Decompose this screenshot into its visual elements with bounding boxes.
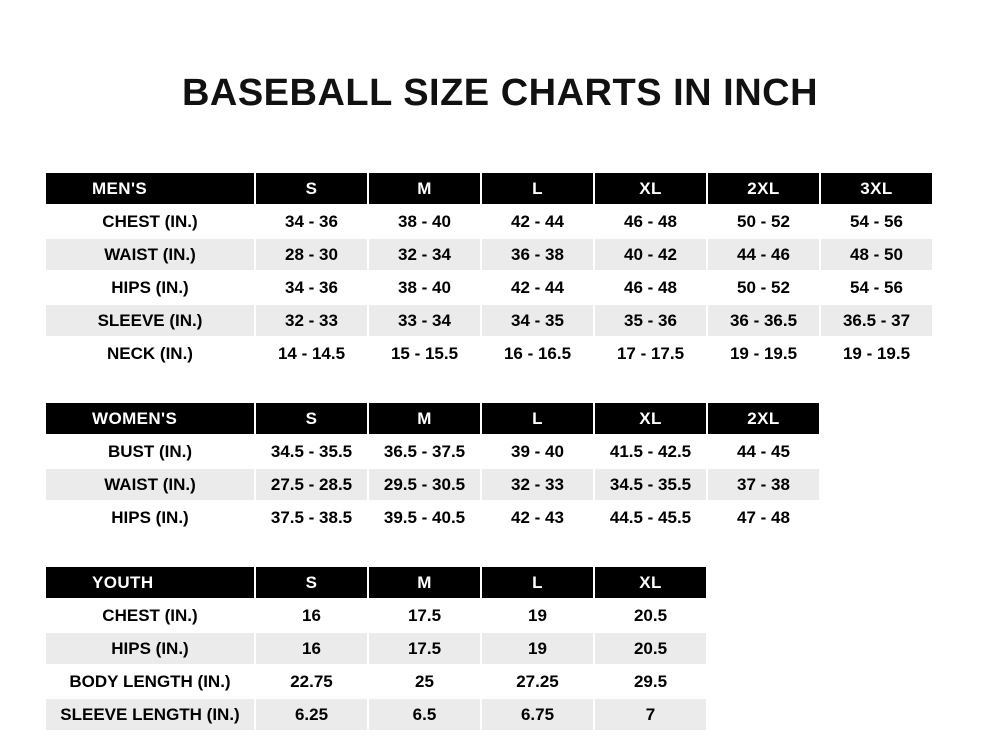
cell: 36 - 38	[481, 238, 594, 271]
womens-size-table	[44, 401, 821, 535]
youth-header-xl: XL	[594, 566, 707, 599]
cell: 50 - 52	[707, 271, 820, 304]
row-label: BODY LENGTH (IN.)	[45, 665, 255, 698]
cell: 42 - 44	[481, 205, 594, 238]
cell: 33 - 34	[368, 304, 481, 337]
cell: 14 - 14.5	[255, 337, 368, 370]
row-label: NECK (IN.)	[45, 337, 255, 370]
cell: 17 - 17.5	[594, 337, 707, 370]
cell: 34.5 - 35.5	[594, 468, 707, 501]
cell: 37 - 38	[707, 468, 820, 501]
table-row	[45, 337, 933, 370]
cell: 20.5	[594, 632, 707, 665]
womens-table-header	[45, 402, 820, 435]
cell: 17.5	[368, 632, 481, 665]
mens-header-l: L	[481, 172, 594, 205]
cell: 20.5	[594, 599, 707, 632]
cell: 37.5 - 38.5	[255, 501, 368, 534]
cell: 34 - 36	[255, 271, 368, 304]
row-label: HIPS (IN.)	[45, 501, 255, 534]
table-row	[45, 599, 707, 632]
cell: 54 - 56	[820, 205, 933, 238]
youth-table-header	[45, 566, 707, 599]
table-row	[45, 304, 933, 337]
mens-table-header	[45, 172, 933, 205]
row-label: HIPS (IN.)	[45, 632, 255, 665]
table-header-row	[45, 566, 707, 599]
youth-header-l: L	[481, 566, 594, 599]
cell: 16	[255, 632, 368, 665]
cell: 16 - 16.5	[481, 337, 594, 370]
cell: 34.5 - 35.5	[255, 435, 368, 468]
cell: 34 - 36	[255, 205, 368, 238]
table-row	[45, 698, 707, 731]
cell: 19 - 19.5	[820, 337, 933, 370]
table-row	[45, 205, 933, 238]
cell: 47 - 48	[707, 501, 820, 534]
cell: 6.5	[368, 698, 481, 731]
mens-header-m: M	[368, 172, 481, 205]
youth-header-s: S	[255, 566, 368, 599]
cell: 46 - 48	[594, 205, 707, 238]
womens-header-category: WOMEN'S	[45, 402, 255, 435]
page-title: BASEBALL SIZE CHARTS IN INCH	[181, 72, 819, 114]
table-row	[45, 435, 820, 468]
table-row	[45, 468, 820, 501]
cell: 22.75	[255, 665, 368, 698]
cell: 19 - 19.5	[707, 337, 820, 370]
row-label: CHEST (IN.)	[45, 205, 255, 238]
cell: 41.5 - 42.5	[594, 435, 707, 468]
cell: 15 - 15.5	[368, 337, 481, 370]
table-row	[45, 238, 933, 271]
cell: 32 - 34	[368, 238, 481, 271]
cell: 42 - 44	[481, 271, 594, 304]
youth-header-m: M	[368, 566, 481, 599]
mens-header-s: S	[255, 172, 368, 205]
cell: 36.5 - 37	[820, 304, 933, 337]
cell: 19	[481, 632, 594, 665]
womens-header-m: M	[368, 402, 481, 435]
cell: 25	[368, 665, 481, 698]
mens-header-2xl: 2XL	[707, 172, 820, 205]
womens-header-2xl: 2XL	[707, 402, 820, 435]
cell: 39 - 40	[481, 435, 594, 468]
cell: 28 - 30	[255, 238, 368, 271]
mens-size-table	[44, 171, 934, 371]
row-label: WAIST (IN.)	[45, 238, 255, 271]
cell: 32 - 33	[255, 304, 368, 337]
cell: 6.75	[481, 698, 594, 731]
cell: 44.5 - 45.5	[594, 501, 707, 534]
womens-table-body	[45, 435, 820, 534]
cell: 54 - 56	[820, 271, 933, 304]
mens-header-3xl: 3XL	[820, 172, 933, 205]
cell: 40 - 42	[594, 238, 707, 271]
table-header-row	[45, 172, 933, 205]
row-label: WAIST (IN.)	[45, 468, 255, 501]
cell: 6.25	[255, 698, 368, 731]
row-label: BUST (IN.)	[45, 435, 255, 468]
cell: 38 - 40	[368, 271, 481, 304]
cell: 29.5 - 30.5	[368, 468, 481, 501]
cell: 46 - 48	[594, 271, 707, 304]
table-row	[45, 665, 707, 698]
youth-size-table	[44, 565, 708, 732]
youth-header-category: YOUTH	[45, 566, 255, 599]
cell: 27.5 - 28.5	[255, 468, 368, 501]
row-label: CHEST (IN.)	[45, 599, 255, 632]
cell: 35 - 36	[594, 304, 707, 337]
mens-header-category: MEN'S	[45, 172, 255, 205]
cell: 38 - 40	[368, 205, 481, 238]
cell: 27.25	[481, 665, 594, 698]
cell: 16	[255, 599, 368, 632]
cell: 29.5	[594, 665, 707, 698]
table-row	[45, 501, 820, 534]
youth-table-body	[45, 599, 707, 731]
table-row	[45, 632, 707, 665]
size-tables-container	[0, 171, 1000, 732]
womens-header-xl: XL	[594, 402, 707, 435]
table-row	[45, 271, 933, 304]
cell: 36 - 36.5	[707, 304, 820, 337]
cell: 39.5 - 40.5	[368, 501, 481, 534]
cell: 44 - 46	[707, 238, 820, 271]
womens-header-l: L	[481, 402, 594, 435]
row-label: SLEEVE LENGTH (IN.)	[45, 698, 255, 731]
cell: 42 - 43	[481, 501, 594, 534]
cell: 32 - 33	[481, 468, 594, 501]
cell: 19	[481, 599, 594, 632]
row-label: SLEEVE (IN.)	[45, 304, 255, 337]
cell: 7	[594, 698, 707, 731]
cell: 17.5	[368, 599, 481, 632]
cell: 44 - 45	[707, 435, 820, 468]
table-header-row	[45, 402, 820, 435]
cell: 48 - 50	[820, 238, 933, 271]
cell: 36.5 - 37.5	[368, 435, 481, 468]
mens-table-body	[45, 205, 933, 370]
womens-header-s: S	[255, 402, 368, 435]
mens-header-xl: XL	[594, 172, 707, 205]
cell: 50 - 52	[707, 205, 820, 238]
row-label: HIPS (IN.)	[45, 271, 255, 304]
cell: 34 - 35	[481, 304, 594, 337]
